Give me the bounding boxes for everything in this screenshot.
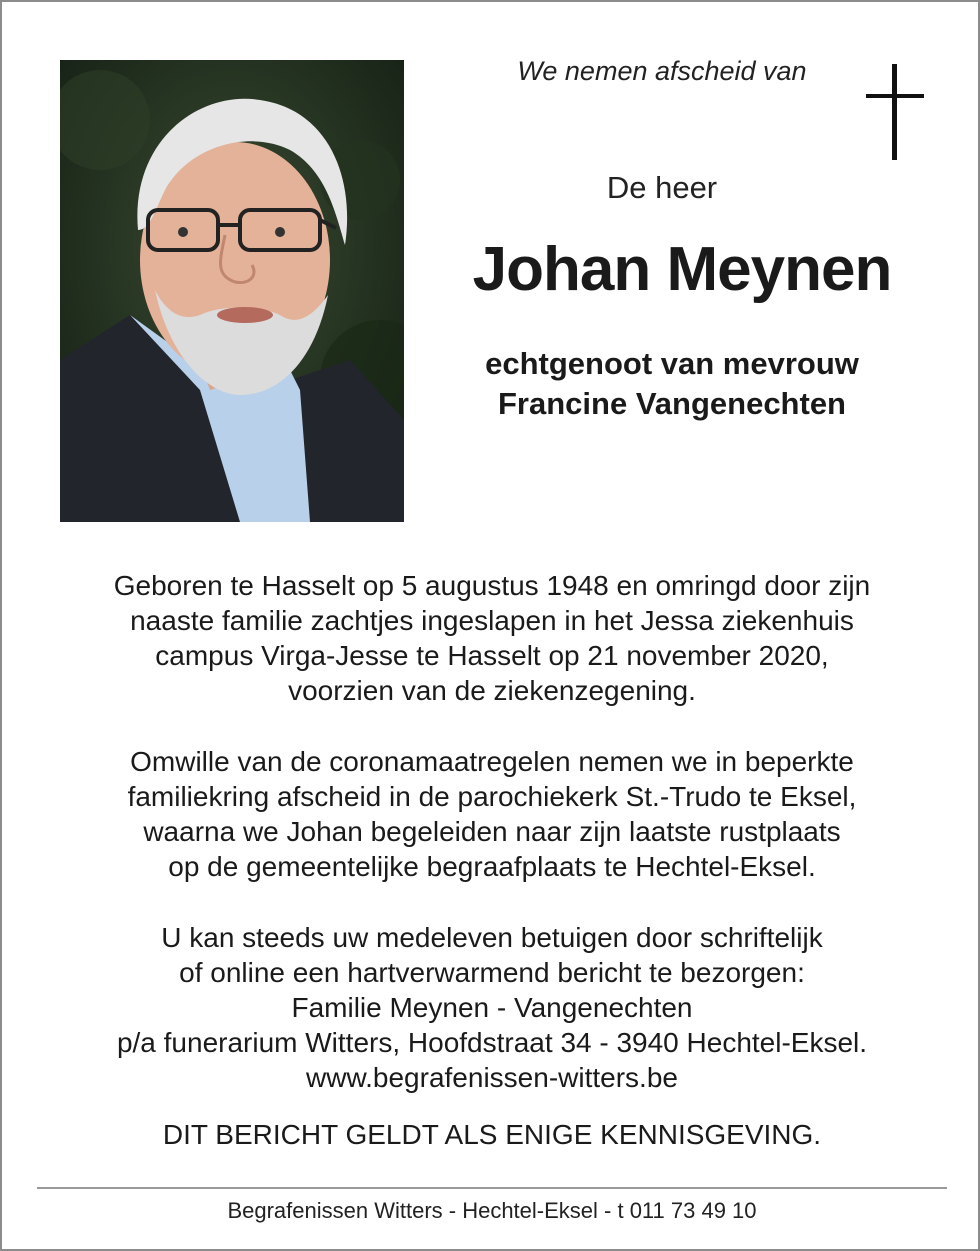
website-link[interactable]: www.begrafenissen-witters.be [306,1062,678,1093]
ceremony-line: op de gemeentelijke begraafplaats te Hechtel-Eksel. [168,851,816,882]
deceased-name: Johan Meynen [472,235,892,304]
birth-line: naaste familie zachtjes ingeslapen in het Jessa ziekenhuis [130,605,854,636]
spouse-line-2: Francine Vangenechten [498,386,846,421]
spouse-line-1: echtgenoot van mevrouw [485,346,859,381]
address-line: p/a funerarium Witters, Hoofdstraat 34 - 3940 Hechtel-Eksel. [116,1027,868,1058]
ceremony-line: waarna we Johan begeleiden naar zijn laatste rustplaats [143,816,841,847]
birth-line: Geboren te Hasselt op 5 augustus 1948 en omringd door zijn [113,570,871,601]
footer-divider [37,1187,947,1189]
ceremony-line: familiekring afscheid in de parochiekerk St.-Trudo te Eksel, [127,781,857,812]
spouse-info [422,344,922,424]
birth-line: voorzien van de ziekenzegening. [288,675,696,706]
birth-line: campus Virga-Jesse te Hasselt op 21 november 2020, [155,640,829,671]
condolence-line: of online een hartverwarmend bericht te bezorgen: [179,957,805,988]
honorific-title: De heer [606,170,718,205]
ceremony-line: Omwille van de coronamaatregelen nemen we in beperkte [130,746,854,777]
condolence-line: U kan steeds uw medeleven betuigen door schriftelijk [161,922,823,953]
cross-icon [866,64,924,165]
family-name-line: Familie Meynen - Vangenechten [291,992,693,1023]
intro-text: We nemen afscheid van [517,56,807,86]
portrait-photo [60,60,404,522]
notice-text: DIT BERICHT GELDT ALS ENIGE KENNISGEVING. [162,1119,822,1150]
obituary-body [42,568,942,1152]
footer-text: Begrafenissen Witters - Hechtel-Eksel - t 011 73 49 10 [227,1198,757,1223]
